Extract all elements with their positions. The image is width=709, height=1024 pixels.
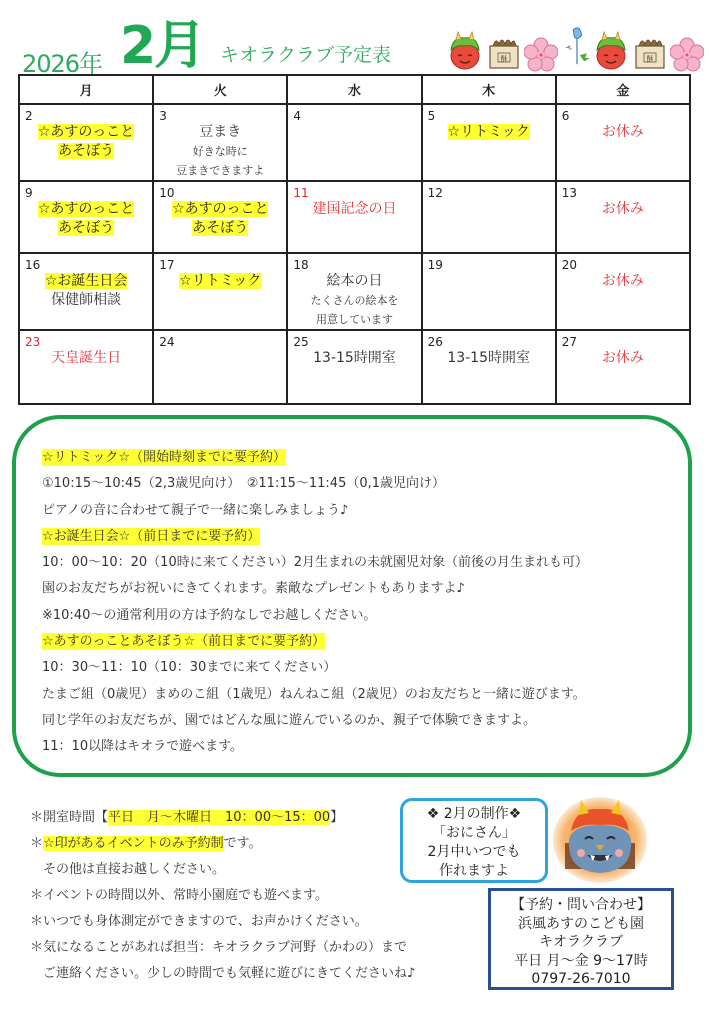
day-number: 25 bbox=[293, 335, 309, 349]
craft-of-month-box bbox=[400, 798, 548, 883]
svg-text:酥: 酥 bbox=[500, 55, 508, 63]
info-line bbox=[42, 550, 682, 576]
weekday-wed: 水 bbox=[287, 75, 421, 104]
info-line-text: 10：00～10：20（10時に来てください）2月生まれの未就園児対象（前後の月生まれも可） bbox=[42, 555, 588, 571]
note-text: ＊ bbox=[30, 836, 44, 851]
info-line bbox=[42, 471, 682, 497]
calendar-event bbox=[562, 200, 684, 219]
contact-club: キオラクラブ bbox=[539, 934, 623, 951]
calendar-table bbox=[18, 74, 691, 405]
info-section-heading bbox=[42, 629, 682, 655]
calendar-event-text: お休み bbox=[601, 201, 644, 217]
title-year: 2026年 bbox=[22, 50, 103, 78]
calendar-event bbox=[25, 123, 147, 142]
calendar-event-text: ☆あすのっこと bbox=[172, 201, 269, 217]
day-number: 6 bbox=[561, 109, 570, 123]
calendar-event-text: ☆リトミック bbox=[447, 124, 530, 140]
day-number: 9 bbox=[25, 186, 33, 200]
calendar-event-text: たくさんの絵本を bbox=[310, 294, 399, 307]
info-line bbox=[42, 708, 682, 734]
calendar-event bbox=[562, 349, 684, 368]
note-garden: ＊イベントの時間以外、常時小園庭でも遊べます。 bbox=[30, 888, 328, 903]
calendar-event bbox=[25, 142, 147, 161]
calendar-event-text: あそぼう bbox=[58, 220, 115, 236]
calendar-event bbox=[25, 349, 147, 368]
info-line bbox=[42, 655, 682, 681]
calendar-event-text: お休み bbox=[601, 350, 644, 366]
calendar-event bbox=[428, 123, 550, 142]
calendar-event bbox=[159, 123, 281, 142]
calendar-day-cell bbox=[556, 181, 690, 253]
calendar-event bbox=[293, 291, 415, 310]
day-number: 20 bbox=[561, 258, 578, 272]
calendar-event-text: 絵本の日 bbox=[326, 273, 383, 289]
calendar-event bbox=[293, 349, 415, 368]
title-month: 2月 bbox=[120, 16, 205, 76]
info-line-text: ①10:15～10:45（2,3歳児向け） ②11:15～11:45（0,1歳児向け） bbox=[42, 476, 446, 492]
calendar-event bbox=[159, 200, 281, 219]
calendar-event bbox=[25, 200, 147, 219]
oni-mask-icon bbox=[594, 30, 628, 70]
craft-title: ❖ 2月の制作❖ bbox=[426, 806, 522, 822]
calendar-event-text: ☆あすのっこと bbox=[37, 201, 135, 217]
calendar-event bbox=[159, 142, 281, 161]
calendar-event-text: 天皇誕生日 bbox=[51, 350, 122, 366]
craft-name: 「おにさん」 bbox=[432, 825, 516, 841]
calendar-event-text: 豆まき bbox=[199, 124, 242, 140]
day-number: 16 bbox=[25, 258, 41, 272]
calendar-event-text: お休み bbox=[601, 273, 644, 289]
calendar-day-cell bbox=[556, 330, 690, 404]
info-line-text: 同じ学年のお友だちが、園ではどんな風に遊んでいるのか、親子で体験できますよ。 bbox=[42, 712, 537, 728]
calendar-event-text: お休み bbox=[601, 124, 644, 140]
calendar-event-text: ☆リトミック bbox=[179, 273, 262, 289]
weekday-fri: 金 bbox=[556, 75, 690, 104]
calendar-day-cell bbox=[153, 104, 287, 181]
calendar-day-cell bbox=[153, 253, 287, 330]
calendar-event bbox=[159, 161, 281, 180]
svg-text:酥: 酥 bbox=[646, 55, 654, 63]
note-welcome: ご連絡ください。少しの時間でも気軽に遊びにきてくださいね♪ bbox=[30, 966, 416, 981]
oni-craft-photo bbox=[551, 795, 649, 885]
calendar-week-row bbox=[19, 104, 690, 181]
calendar-event bbox=[293, 272, 415, 291]
calendar-day-cell bbox=[287, 181, 421, 253]
info-line-text: 10：30～11：10（10：30までに来てください） bbox=[42, 660, 337, 676]
calendar-day-cell bbox=[153, 330, 287, 404]
masu-box-icon bbox=[487, 32, 521, 72]
day-number: 13 bbox=[561, 186, 578, 200]
calendar-day-cell bbox=[19, 253, 153, 330]
weekday-mon: 月 bbox=[19, 75, 153, 104]
calendar-event-text: ☆お誕生日会 bbox=[44, 273, 128, 289]
day-number: 27 bbox=[561, 335, 578, 349]
day-number: 2 bbox=[25, 109, 33, 123]
note-text: ＊開室時間【 bbox=[30, 810, 109, 825]
plum-blossom-icon bbox=[524, 34, 558, 74]
title-subtitle: キオラクラブ予定表 bbox=[220, 44, 392, 66]
calendar-event-text: 保健師相談 bbox=[51, 292, 122, 308]
contact-phone[interactable]: 0797-26-7010 bbox=[531, 971, 631, 988]
calendar-event bbox=[562, 123, 684, 142]
day-number: 10 bbox=[159, 186, 175, 200]
calendar-event-text: 豆まきできますよ bbox=[176, 164, 265, 177]
calendar-event-text: 13-15時開室 bbox=[313, 350, 396, 366]
calendar-day-cell bbox=[422, 253, 556, 330]
craft-availability-2: 作れますよ bbox=[439, 863, 509, 879]
calendar-day-cell bbox=[19, 104, 153, 181]
calendar-day-cell bbox=[19, 330, 153, 404]
day-number: 26 bbox=[427, 335, 443, 349]
calendar-event bbox=[159, 272, 281, 291]
note-walk-in: その他は直接お越しください。 bbox=[30, 862, 226, 877]
masu-box-icon bbox=[633, 32, 667, 72]
hiiragi-iwashi-icon bbox=[560, 26, 594, 66]
day-number: 3 bbox=[159, 109, 167, 123]
calendar-day-cell bbox=[422, 104, 556, 181]
info-line-text: ☆リトミック☆（開始時刻までに要予約） bbox=[42, 450, 287, 465]
calendar-day-cell bbox=[287, 253, 421, 330]
weekday-thu: 木 bbox=[422, 75, 556, 104]
info-section-heading bbox=[42, 524, 682, 550]
day-number: 11 bbox=[293, 186, 309, 200]
day-number: 18 bbox=[293, 258, 309, 272]
day-number: 12 bbox=[427, 186, 443, 200]
calendar-event-text: あそぼう bbox=[58, 143, 115, 159]
plum-blossom-icon bbox=[670, 34, 704, 74]
day-number: 17 bbox=[159, 258, 175, 272]
note-highlight: 平日 月～木曜日 10：00～15：00 bbox=[108, 810, 331, 825]
info-line-text: ☆あすのっことあそぼう☆（前日までに要予約） bbox=[42, 634, 326, 650]
info-line-text: たまご組（0歳児）まめのこ組（1歳児）ねんねこ組（2歳児）のお友だちと一緒に遊びます。 bbox=[42, 686, 586, 702]
day-number: 19 bbox=[427, 258, 443, 272]
day-number: 23 bbox=[25, 335, 41, 349]
contact-hours: 平日 月～金 9～17時 bbox=[514, 952, 648, 969]
calendar-event bbox=[293, 200, 415, 219]
calendar-event bbox=[562, 272, 684, 291]
info-line-text: 園のお友だちがお祝いにきてくれます。素敵なプレゼントもありますよ♪ bbox=[42, 581, 465, 597]
calendar-event bbox=[428, 349, 550, 368]
craft-availability: 2月中いつでも bbox=[427, 844, 521, 860]
calendar-week-row bbox=[19, 181, 690, 253]
calendar-week-row bbox=[19, 253, 690, 330]
contact-box bbox=[488, 888, 674, 990]
calendar-day-cell bbox=[422, 330, 556, 404]
calendar-event-text: 13-15時開室 bbox=[447, 350, 530, 366]
calendar-event-text: 建国記念の日 bbox=[312, 201, 397, 217]
info-section-heading bbox=[42, 445, 682, 471]
event-info-text bbox=[42, 445, 682, 761]
note-highlight: ☆印があるイベントのみ予約制 bbox=[43, 836, 224, 851]
note-text: です。 bbox=[223, 836, 262, 851]
weekday-tue: 火 bbox=[153, 75, 287, 104]
info-line-text: ピアノの音に合わせて親子で一緒に楽しみましょう♪ bbox=[42, 502, 349, 518]
info-line bbox=[42, 498, 682, 524]
note-contact-staff: ＊気になることがあれば担当：キオラクラブ河野（かわの）まで bbox=[30, 940, 408, 955]
note-text: 】 bbox=[330, 810, 344, 825]
contact-heading: 【予約・問い合わせ】 bbox=[511, 897, 651, 913]
note-measurement: ＊いつでも身体測定ができますので、お声かけください。 bbox=[30, 914, 368, 929]
calendar-event bbox=[293, 310, 415, 329]
info-line-text: ☆お誕生日会☆（前日までに要予約） bbox=[42, 528, 261, 544]
weekday-header-row bbox=[19, 75, 690, 104]
calendar-event-text: ☆あすのっこと bbox=[37, 124, 135, 140]
calendar-day-cell bbox=[556, 104, 690, 181]
info-line-text: 11：10以降はキオラで遊べます。 bbox=[42, 739, 244, 755]
contact-org: 浜風あすのこども園 bbox=[518, 915, 644, 932]
calendar-day-cell bbox=[422, 181, 556, 253]
calendar-day-cell bbox=[287, 104, 421, 181]
info-line bbox=[42, 603, 682, 629]
calendar-week-row bbox=[19, 330, 690, 404]
calendar-day-cell bbox=[287, 330, 421, 404]
calendar-event bbox=[25, 291, 147, 310]
calendar-event bbox=[159, 219, 281, 238]
calendar-day-cell bbox=[556, 253, 690, 330]
calendar-day-cell bbox=[19, 181, 153, 253]
calendar-event bbox=[25, 272, 147, 291]
info-line-text: ※10:40～の通常利用の方は予約なしでお越しください。 bbox=[42, 607, 377, 623]
info-line bbox=[42, 576, 682, 602]
calendar-event-text: 用意しています bbox=[315, 313, 393, 326]
calendar-event bbox=[25, 219, 147, 238]
calendar-day-cell bbox=[153, 181, 287, 253]
day-number: 24 bbox=[159, 335, 175, 349]
calendar-event-text: あそぼう bbox=[192, 220, 249, 236]
day-number: 4 bbox=[293, 109, 302, 123]
info-line bbox=[42, 734, 682, 760]
calendar-event-text: 好きな時に bbox=[192, 145, 248, 158]
info-line bbox=[42, 682, 682, 708]
oni-mask-icon bbox=[448, 30, 482, 70]
day-number: 5 bbox=[427, 109, 436, 123]
